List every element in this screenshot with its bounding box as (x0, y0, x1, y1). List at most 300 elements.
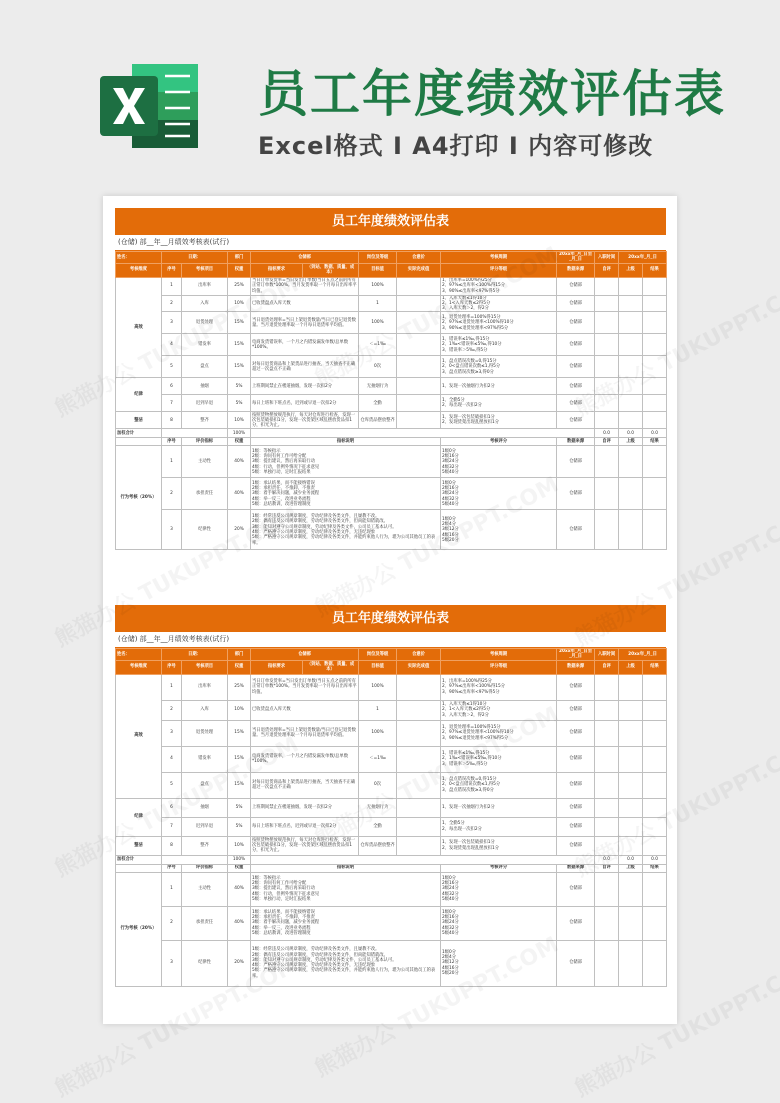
manager-score (619, 836, 643, 855)
column-header: 考核评分 (441, 438, 557, 446)
actual-value (397, 395, 441, 412)
kpi-requirement: 电商发货错误率，一个月之内错发漏发单数/总单数*100%。 (251, 746, 359, 772)
kpi-requirement: 每日上班和下班点名，迟到或早退一次扣2分 (251, 817, 359, 836)
behavior-scoring: 1级0分 2级4分 3级12分 4级16分 5级20分 (441, 940, 557, 986)
table-row (116, 378, 667, 395)
column-header (116, 864, 162, 872)
row-number: 7 (162, 817, 182, 836)
price-label: 合意价 (397, 252, 441, 264)
table-row (116, 798, 667, 817)
kpi-requirement: 当日订单发货率=当日发出订单数/当日五点之前的所有正常订单数*100%。当月发货率取一个月每日出库率平均值。 (252, 278, 357, 294)
manager-score (619, 674, 643, 700)
result (643, 798, 667, 817)
total-result: 0.0 (643, 855, 667, 864)
result (643, 277, 667, 295)
behavior-description: 1级：等候指示 2级：询问有何工作可给分配 3级：提出建议，然后再采取行动 4级：行动，但例外情况下征求意见 5级：单独行动，定时汇报结果 (251, 872, 441, 906)
kpi-weight: 5% (228, 798, 251, 817)
kpi-item: 整齐 (182, 412, 228, 429)
self-score (595, 817, 619, 836)
kpi-weight: 15% (228, 772, 251, 798)
blank-cell (162, 855, 228, 864)
kpi-scoring: 1、错误率≤1‰,得15分 2、1‰<错误率≤5‰,得10分 3、错误率＞5‰,得5分 (441, 746, 557, 772)
table-row (116, 700, 667, 720)
behavior-weight: 40% (228, 478, 251, 510)
kpi-target: ＜=1‰ (359, 746, 397, 772)
actual-value (397, 674, 441, 700)
row-number: 3 (162, 312, 182, 334)
kpi-target: 100% (359, 720, 397, 746)
kpi-weight: 15% (228, 356, 251, 378)
table-row (116, 478, 667, 510)
total-row (116, 429, 667, 438)
row-number: 3 (162, 510, 182, 550)
table-row (116, 746, 667, 772)
total-label: 加权合计 (116, 855, 162, 864)
column-header: 考核项目 (182, 263, 228, 277)
sheet-subtitle: (仓储) 部__年__月绩效考核表(试行) (115, 632, 666, 648)
data-source: 仓储部 (557, 720, 595, 746)
evaluation-sheet (115, 605, 666, 987)
period-value: 20xx年_月_日至_月_日 (557, 252, 595, 264)
manager-score (619, 412, 643, 429)
column-header: 结果 (643, 438, 667, 446)
kpi-target: 0次 (359, 772, 397, 798)
result (643, 872, 667, 906)
actual-value (397, 700, 441, 720)
row-number: 6 (162, 378, 182, 395)
kpi-scoring: 1、出库率=100%得25分 2、97%≤出库率<100%得15分 3、90%≤出库率<97%得5分 (441, 674, 557, 700)
manager-score (619, 872, 643, 906)
kpi-item: 错发率 (182, 746, 228, 772)
kpi-item: 退货处理 (182, 312, 228, 334)
kpi-item: 盘点 (182, 772, 228, 798)
data-source: 仓储部 (557, 446, 595, 478)
column-header: 自评 (595, 263, 619, 277)
behavior-item: 承担责任 (182, 906, 228, 940)
kpi-target: 全勤 (359, 817, 397, 836)
table-row (116, 817, 667, 836)
table-row (116, 772, 667, 798)
dimension-cell: 高效 (116, 277, 162, 378)
column-header: 目标值 (359, 263, 397, 277)
data-source: 仓储部 (557, 334, 595, 356)
actual-value (397, 720, 441, 746)
actual-value (397, 312, 441, 334)
kpi-requirement: 按照货物摆放规范执行，每天对仓库进行检查，发现一次包装破损扣1分，发现一次货架区域乱摆放货品扣1分，扣光为止。 (251, 836, 359, 855)
column-header: 自评 (595, 864, 619, 872)
period-value: 20xx年_月_日至_月_日 (557, 649, 595, 661)
behavior-item: 承担责任 (182, 478, 228, 510)
kpi-weight: 15% (228, 746, 251, 772)
data-source: 仓储部 (557, 378, 595, 395)
kpi-target: 100% (359, 312, 397, 334)
name-label: 姓名： (116, 252, 162, 264)
kpi-target: 无抽烟行为 (359, 378, 397, 395)
row-number: 1 (162, 674, 182, 700)
column-header: 评价指标 (182, 864, 228, 872)
manager-score (619, 378, 643, 395)
data-source: 仓储部 (557, 478, 595, 510)
total-result: 0.0 (643, 429, 667, 438)
info-row (116, 252, 667, 264)
table-row (116, 720, 667, 746)
kpi-target: 100% (359, 277, 397, 295)
header-row (116, 263, 667, 277)
price-label: 合意价 (397, 649, 441, 661)
kpi-scoring: 1、发现一次包装破损扣1分 2、发现货架出现乱摆放扣1分 (441, 412, 557, 429)
manager-score (619, 817, 643, 836)
header-row (116, 660, 667, 674)
row-number: 6 (162, 798, 182, 817)
self-score (595, 412, 619, 429)
total-label: 加权合计 (116, 429, 162, 438)
actual-value (397, 277, 441, 295)
total-weight: 100% (228, 855, 251, 864)
column-header: 自评 (595, 660, 619, 674)
column-header: （到站、数据、质量、成本） (303, 660, 359, 674)
manager-score (619, 700, 643, 720)
table-row (116, 674, 667, 700)
kpi-item: 抽烟 (182, 378, 228, 395)
self-score (595, 836, 619, 855)
behavior-scoring: 1级0分 2级16分 3级24分 4级32分 5级40分 (441, 906, 557, 940)
result (643, 906, 667, 940)
behavior-weight: 20% (228, 510, 251, 550)
row-number: 5 (162, 356, 182, 378)
kpi-scoring: 1、发现一次抽烟行为扣2分 (441, 378, 557, 395)
actual-value (397, 746, 441, 772)
self-score (595, 510, 619, 550)
row-number: 1 (162, 446, 182, 478)
hero-title: 员工年度绩效评估表 (258, 65, 726, 123)
kpi-weight: 10% (228, 295, 251, 312)
data-source: 仓储部 (557, 395, 595, 412)
kpi-scoring: 1、错误率≤1‰,得15分 2、1‰<错误率≤5‰,得10分 3、错误率＞5‰,得5分 (441, 334, 557, 356)
result (643, 295, 667, 312)
row-number: 2 (162, 295, 182, 312)
actual-value (397, 836, 441, 855)
column-header: 考核维度 (116, 660, 162, 674)
period-label: 考核周期 (441, 649, 557, 661)
column-header: 上级 (619, 438, 643, 446)
self-score (595, 446, 619, 478)
data-source: 仓储部 (557, 277, 595, 295)
kpi-scoring: 1、全勤5分 2、每出现一次扣2分 (441, 817, 557, 836)
kpi-item: 错发率 (182, 334, 228, 356)
kpi-target: 1 (359, 295, 397, 312)
kpi-weight: 5% (228, 395, 251, 412)
kpi-weight: 10% (228, 412, 251, 429)
actual-value (397, 798, 441, 817)
sheet-title: 员工年度绩效评估表 (115, 208, 666, 235)
blank-cell (251, 855, 595, 864)
column-header: 考核维度 (116, 263, 162, 277)
row-number: 2 (162, 700, 182, 720)
kpi-weight: 25% (228, 277, 251, 295)
data-source: 仓储部 (557, 772, 595, 798)
data-source: 仓储部 (557, 798, 595, 817)
self-score (595, 720, 619, 746)
actual-value (397, 378, 441, 395)
column-header: 序号 (162, 438, 182, 446)
result (643, 817, 667, 836)
result (643, 446, 667, 478)
manager-score (619, 395, 643, 412)
data-source: 仓储部 (557, 746, 595, 772)
result (643, 356, 667, 378)
behavior-weight: 40% (228, 906, 251, 940)
kpi-weight: 5% (228, 378, 251, 395)
dept-value: 仓储部 (251, 649, 359, 661)
column-header: 数据来源 (557, 263, 595, 277)
behavior-scoring: 1级0分 2级4分 3级12分 4级16分 5级20分 (441, 510, 557, 550)
self-score (595, 378, 619, 395)
kpi-requirement: 当日订单发货率=当日发出订单数/当日五点之前的所有正常订单数*100%。当月发货率取一个月每日出库率平均值。 (251, 674, 359, 700)
kpi-item: 盘点 (182, 356, 228, 378)
self-score (595, 940, 619, 986)
kpi-item: 出库率 (182, 674, 228, 700)
behavior-item: 主动性 (182, 446, 228, 478)
manager-score (619, 798, 643, 817)
column-header: 评分等级 (441, 263, 557, 277)
kpi-requirement: 当日退货处理率=当日上架退货数量/当日已登记退货数量。当月退货处理率取一个月每日退货率平均值。 (251, 720, 359, 746)
kpi-weight: 15% (228, 334, 251, 356)
sheet-subtitle: (仓储) 部__年__月绩效考核表(试行) (115, 235, 666, 251)
evaluation-sheet (115, 208, 666, 550)
behavior-scoring: 1级0分 2级16分 3级24分 4级32分 5级40分 (441, 872, 557, 906)
manager-score (619, 772, 643, 798)
self-score (595, 478, 619, 510)
self-score (595, 872, 619, 906)
result (643, 940, 667, 986)
column-header: 目标值 (359, 660, 397, 674)
behavior-scoring: 1级0分 2级16分 3级24分 4级32分 5级40分 (441, 446, 557, 478)
document-preview (103, 196, 677, 1024)
dimension-cell: 行为考核（20%） (116, 872, 162, 986)
column-header (116, 438, 162, 446)
kpi-item: 退货处理 (182, 720, 228, 746)
behavior-item: 纪律性 (182, 510, 228, 550)
result (643, 674, 667, 700)
table-row (116, 836, 667, 855)
kpi-scoring: 1、盘点错误次数=0,得15分 2、0<盘点错误次数≤1,得5分 3、盘点错误次数≥3,得0分 (441, 772, 557, 798)
result (643, 720, 667, 746)
kpi-scoring: 1、全勤5分 2、每出现一次扣2分 (441, 395, 557, 412)
kpi-item: 抽烟 (182, 798, 228, 817)
result (643, 836, 667, 855)
column-header: 上级 (619, 864, 643, 872)
excel-logo-icon (98, 58, 200, 154)
column-header: 结果 (643, 263, 667, 277)
manager-score (619, 746, 643, 772)
data-source: 仓储部 (557, 872, 595, 906)
manager-score (619, 295, 643, 312)
kpi-target: 100% (359, 674, 397, 700)
total-manager: 0.0 (619, 855, 643, 864)
row-number: 4 (162, 746, 182, 772)
table-row (116, 906, 667, 940)
self-score (595, 674, 619, 700)
column-header: 结果 (643, 864, 667, 872)
column-header: 自评 (595, 438, 619, 446)
table-row (116, 412, 667, 429)
column-header: 序号 (162, 263, 182, 277)
kpi-scoring: 1、退货处理率=100%得15分 2、97%≤退货处理率<100%得10分 3、90%≤退货处理率<97%得5分 (441, 720, 557, 746)
position-label: 岗位及等级 (359, 649, 397, 661)
kpi-requirement: 对每日退货商品和上架货品进行抽查，当天抽查不正确超过一次盘点不正确 (251, 356, 359, 378)
behavior-weight: 40% (228, 872, 251, 906)
row-number: 8 (162, 412, 182, 429)
kpi-item: 入库 (182, 700, 228, 720)
row-number: 4 (162, 334, 182, 356)
self-score (595, 356, 619, 378)
table-row (116, 446, 667, 478)
position-label: 岗位及等级 (359, 252, 397, 264)
manager-score (619, 720, 643, 746)
date-label: 日期： (162, 649, 228, 661)
manager-score (619, 510, 643, 550)
column-header: 考核项目 (182, 660, 228, 674)
row-number: 3 (162, 720, 182, 746)
row-number: 1 (162, 277, 182, 295)
result (643, 395, 667, 412)
column-header: 权重 (228, 864, 251, 872)
kpi-requirement: 对每日退货商品和上架货品进行抽查，当天抽查不正确超过一次盘点不正确 (251, 772, 359, 798)
manager-score (619, 478, 643, 510)
hero-subtitle: Excel格式 I A4打印 I 内容可修改 (258, 132, 654, 160)
kpi-target: 全勤 (359, 395, 397, 412)
kpi-target: 无抽烟行为 (359, 798, 397, 817)
column-header: 评分等级 (441, 660, 557, 674)
info-row (116, 649, 667, 661)
result (643, 772, 667, 798)
date-label: 日期： (162, 252, 228, 264)
column-header: 上级 (619, 660, 643, 674)
self-score (595, 798, 619, 817)
kpi-scoring: 1、盘点错误次数=0,得15分 2、0<盘点错误次数≤1,得5分 3、盘点错误次数≥3,得0分 (441, 356, 557, 378)
kpi-scoring: 1、退货处理率=100%得15分 2、97%≤退货处理率<100%得10分 3、90%≤退货处理率<97%得5分 (441, 312, 557, 334)
manager-score (619, 940, 643, 986)
column-header: 结果 (643, 660, 667, 674)
behavior-header-row (116, 864, 667, 872)
hire-date-label: 入职时间 (595, 252, 619, 264)
behavior-item: 纪律性 (182, 940, 228, 986)
kpi-scoring: 1、入库天数≤1得10分 2、1<入库天数≤2得5分 3、入库天数＞2，得2分 (441, 700, 557, 720)
kpi-weight: 10% (228, 700, 251, 720)
kpi-weight: 25% (228, 674, 251, 700)
kpi-requirement: 电商发货错误率，一个月之内错发漏发单数/总单数*100%。 (251, 334, 359, 356)
total-self: 0.0 (595, 855, 619, 864)
column-header: 序号 (162, 864, 182, 872)
column-header: 评价指标 (182, 438, 228, 446)
kpi-item: 入库 (182, 295, 228, 312)
manager-score (619, 312, 643, 334)
data-source: 仓储部 (557, 674, 595, 700)
behavior-weight: 20% (228, 940, 251, 986)
row-number: 5 (162, 772, 182, 798)
kpi-scoring: 1、发现一次包装破损扣1分 2、发现货架出现乱摆放扣1分 (441, 836, 557, 855)
column-header: 权重 (228, 263, 251, 277)
hire-date-value: 20xx年_月_日 (619, 649, 667, 661)
column-header: 权重 (228, 660, 251, 674)
row-number: 3 (162, 940, 182, 986)
kpi-requirement: 上班期间禁止在楼道抽烟，发现一次扣2分 (251, 378, 359, 395)
table-row (116, 872, 667, 906)
kpi-item: 出库率 (182, 277, 228, 295)
data-source: 仓储部 (557, 312, 595, 334)
data-source: 仓储部 (557, 412, 595, 429)
kpi-requirement: 当日退货处理率=当日上架退货数量/当日已登记退货数量。当月退货处理率取一个月每日退货率平均值。 (251, 312, 359, 334)
column-header: 指标要求 (251, 263, 303, 277)
column-header: 数据来源 (557, 438, 595, 446)
behavior-description: 1级：经常违反公司规章制度，劳动纪律及各类文件，且屡教不改。 2级：偶有违反公司规章制度，劳动纪律及各类文件，但尚能知错就改。 3级：能知对遵守公司规章制度，劳动纪律及各类文件，公司员工基本认可。 4级：严格遵守公司规章制度，劳动纪律及各类文件，无违纪现象 5级：严格遵守公司规章制度，劳动纪律及各类文件，并能约束他人行为，堪为公司其他员工的表率。 (251, 510, 441, 550)
column-header: （到站、数据、质量、成本） (303, 263, 359, 277)
self-score (595, 395, 619, 412)
kpi-table (115, 251, 667, 550)
dept-value: 仓储部 (251, 252, 359, 264)
self-score (595, 312, 619, 334)
table-row (116, 356, 667, 378)
data-source: 仓储部 (557, 906, 595, 940)
kpi-target: 0次 (359, 356, 397, 378)
kpi-requirement: 已收货盘点入库天数 (251, 700, 359, 720)
actual-value (397, 412, 441, 429)
kpi-target: 仓库货品摆放整齐 (359, 836, 397, 855)
behavior-item: 主动性 (182, 872, 228, 906)
self-score (595, 295, 619, 312)
row-number: 7 (162, 395, 182, 412)
hire-date-label: 入职时间 (595, 649, 619, 661)
hire-date-value: 20xx年_月_日 (619, 252, 667, 264)
column-header: 实际完成值 (397, 660, 441, 674)
kpi-scoring: 1、入库天数≤1得10分 2、1<入库天数≤2得5分 3、入库天数＞2，得2分 (441, 295, 557, 312)
behavior-description: 1级：等候指示 2级：询问有何工作可给分配 3级：提出建议，然后再采取行动 4级：行动，但例外情况下征求意见 5级：单独行动，定时汇报结果 (251, 446, 441, 478)
name-label: 姓名： (116, 649, 162, 661)
hero-banner (0, 0, 780, 190)
dimension-cell: 整洁 (116, 836, 162, 855)
kpi-item: 迟到早退 (182, 395, 228, 412)
column-header: 序号 (162, 660, 182, 674)
result (643, 334, 667, 356)
dimension-cell: 整洁 (116, 412, 162, 429)
kpi-requirement: 上班期间禁止在楼道抽烟，发现一次扣2分 (251, 798, 359, 817)
blank-cell (162, 429, 228, 438)
kpi-requirement: 按照货物摆放规范执行，每天对仓库进行检查，发现一次包装破损扣1分，发现一次货架区域乱摆放货品扣1分，扣光为止。 (251, 412, 359, 429)
behavior-weight: 40% (228, 446, 251, 478)
column-header: 指标说明 (251, 438, 441, 446)
total-manager: 0.0 (619, 429, 643, 438)
total-weight: 100% (228, 429, 251, 438)
column-header: 指标要求 (251, 660, 303, 674)
manager-score (619, 356, 643, 378)
result (643, 700, 667, 720)
actual-value (397, 817, 441, 836)
blank-cell (251, 429, 595, 438)
row-number: 8 (162, 836, 182, 855)
behavior-header-row (116, 438, 667, 446)
data-source: 仓储部 (557, 356, 595, 378)
column-header: 数据来源 (557, 864, 595, 872)
behavior-description: 1级：承认结果，而不能接纳错误 2级：承担责任，不推卸，不推责 3级：着手解决问题，减少业务流程 4级：举一反三，改进业务流程 5级：总结教训，改进管理制度 (251, 478, 441, 510)
table-row (116, 510, 667, 550)
manager-score (619, 906, 643, 940)
self-score (595, 772, 619, 798)
dimension-cell: 纪律 (116, 378, 162, 412)
actual-value (397, 334, 441, 356)
behavior-description: 1级：承认结果，而不能接纳错误 2级：承担责任，不推卸，不推责 3级：着手解决问题，减少业务流程 4级：举一反三，改进业务流程 5级：总结教训，改进管理制度 (251, 906, 441, 940)
row-number: 1 (162, 872, 182, 906)
column-header: 考核评分 (441, 864, 557, 872)
